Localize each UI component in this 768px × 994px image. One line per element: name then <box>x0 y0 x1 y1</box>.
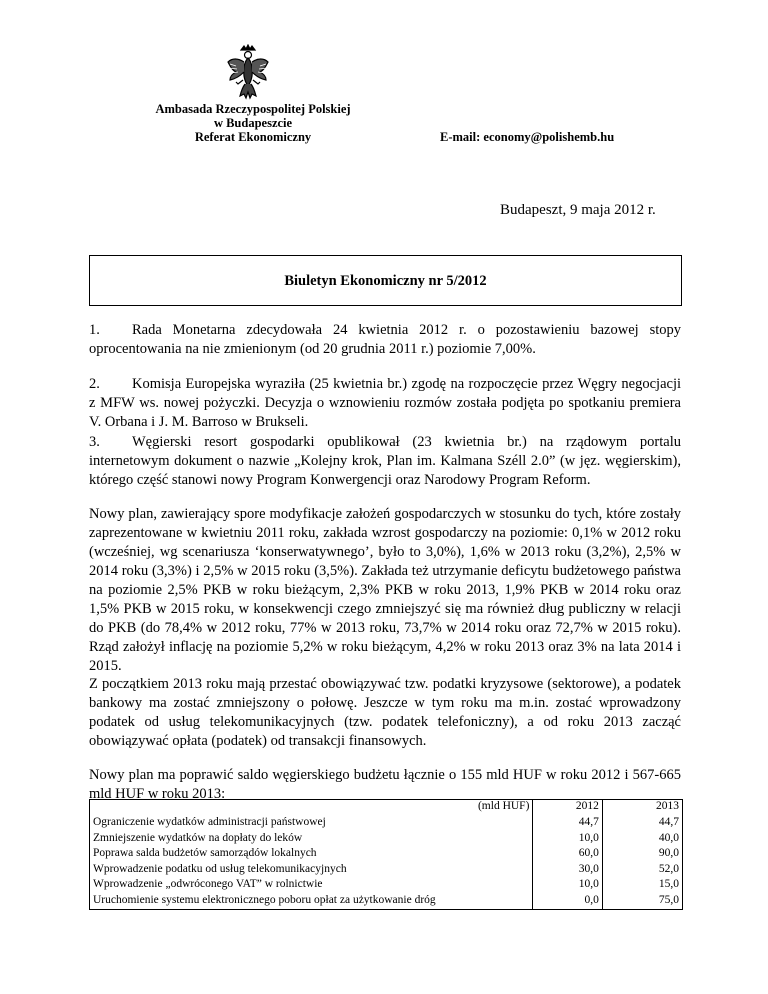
row-label: Zmniejszenie wydatków na dopłaty do leków <box>93 831 303 844</box>
eagle-emblem-icon <box>226 44 270 100</box>
cell-value: 15,0 <box>658 878 679 890</box>
cell-value: 40,0 <box>658 831 679 844</box>
label-list <box>93 816 529 909</box>
value-list <box>536 816 598 909</box>
embassy-header <box>112 102 394 144</box>
column-header: 2012 <box>575 800 599 812</box>
org-name: Ambasada Rzeczypospolitej Polskiej <box>155 102 351 116</box>
item-text: Węgierski resort gospodarki opublikował (23 kwietnia br.) na rządowym portalu internetowym dokument o nazwie „Kolejny krok, Plan im. Kalmana Széll 2.0” (w jęz. węgierskim), którego część stanowi nowy Program Konwergencji oraz Narodowy Program Reform. <box>89 434 681 488</box>
budget-measures-table <box>89 799 683 910</box>
numbered-item-1 <box>89 321 681 359</box>
table-row <box>90 800 683 910</box>
row-label: Wprowadzenie „odwróconego VAT” w rolnictwie <box>93 878 323 890</box>
cell-value: 52,0 <box>658 862 679 875</box>
item-number: 1. <box>89 322 100 338</box>
column-2013 <box>602 800 682 910</box>
item-number: 2. <box>89 376 100 392</box>
cell-value: 44,7 <box>578 816 599 828</box>
row-label: Poprawa salda budżetów samorządów lokalnych <box>93 847 317 859</box>
bulletin-title-box <box>89 255 682 306</box>
row-label: Wprowadzenie podatku od usług telekomunikacyjnych <box>93 862 347 875</box>
plan-paragraph: Nowy plan, zawierający spore modyfikacje założeń gospodarczych w stosunku do tych, które zostały zaprezentowane w kwietniu 2011 roku, zakłada wzrost gospodarczy na poziomie: 0,1% w 2012 roku (wcześniej, wg scenariusza ‘konserwatywnego’, było to 3,0%), 1,6% w 2013 roku (3,2%), 2,5% w 2014 roku (3,3%) i 2,5% w 2015 roku (3,5%). Zakłada też utrzymanie deficytu budżetowego państwa na poziomie 2,5% PKB w roku bieżącym, 2,3% PKB w roku 2013, 1,9% PKB w 2014 roku oraz 1,5% PKB w 2015 roku, w konsekwencji czego zmniejszyć się ma również dług publiczny w relacji do PKB (do 78,4% w 2012 roku, 77% w 2013 roku, 73,7% w 2014 roku oraz 72,7% w 2015 roku). Rząd założył inflację na poziomie 5,2% w roku bieżącym, 4,2% w roku 2013 oraz 3% na lata 2014 i 2015. <box>89 506 681 674</box>
cell-value: 60,0 <box>578 847 599 859</box>
value-list <box>606 816 679 909</box>
taxes-paragraph: Z początkiem 2013 roku mają przestać obowiązywać tzw. podatki kryzysowe (sektorowe), a podatek bankowy ma zostać zmniejszony o połowę. Jeszcze w tym roku ma m.in. zostać wprowadzony podatek od usług telekomunikacyjnych (tzw. podatek telefoniczny), a od roku 2013 zacząć obowiązywać opłata (podatek) od transakcji finansowych. <box>89 676 681 749</box>
item-number: 3. <box>89 434 100 450</box>
cell-value: 75,0 <box>658 893 679 906</box>
item-text: Rada Monetarna zdecydowała 24 kwietnia 2012 r. o pozostawieniu bazowej stopy oprocentowania na nie zmienionym (od 20 grudnia 2011 r.) poziomie 7,00%. <box>89 322 681 357</box>
row-label: Uruchomienie systemu elektronicznego poboru opłat za użytkowanie dróg <box>93 893 436 906</box>
cell-value: 30,0 <box>578 862 599 875</box>
item-text: Komisja Europejska wyraziła (25 kwietnia br.) zgodę na rozpoczęcie przez Węgry negocjacji z MFW ws. nowej pożyczki. Decyzja o wznowieniu rozmów została podjęta po spotkaniu premiera V. Orbana i J. M. Barroso w Brukseli. <box>89 376 681 430</box>
cell-value: 10,0 <box>578 878 599 890</box>
bulletin-title: Biuletyn Ekonomiczny nr 5/2012 <box>284 273 487 289</box>
cell-value: 44,7 <box>658 816 679 828</box>
cell-value: 10,0 <box>578 831 599 844</box>
cell-value: 0,0 <box>584 893 599 906</box>
numbered-item-3 <box>89 433 681 490</box>
numbered-item-2 <box>89 375 681 432</box>
unit-label: (mld HUF) <box>477 800 530 812</box>
org-department: Referat Ekonomiczny <box>194 130 312 144</box>
contact-email: E-mail: economy@polishemb.hu <box>440 130 615 144</box>
column-header: 2013 <box>656 800 679 812</box>
row-label: Ograniczenie wydatków administracji państwowej <box>93 816 326 828</box>
cell-value: 90,0 <box>658 847 679 859</box>
labels-column <box>90 800 533 910</box>
budget-paragraph: Nowy plan ma poprawić saldo węgierskiego budżetu łącznie o 155 mld HUF w roku 2012 i 567-665 mld HUF w roku 2013: <box>89 767 681 802</box>
column-2012 <box>533 800 602 910</box>
document-date: Budapeszt, 9 maja 2012 r. <box>500 202 656 218</box>
org-city: w Budapeszcie <box>213 116 293 130</box>
